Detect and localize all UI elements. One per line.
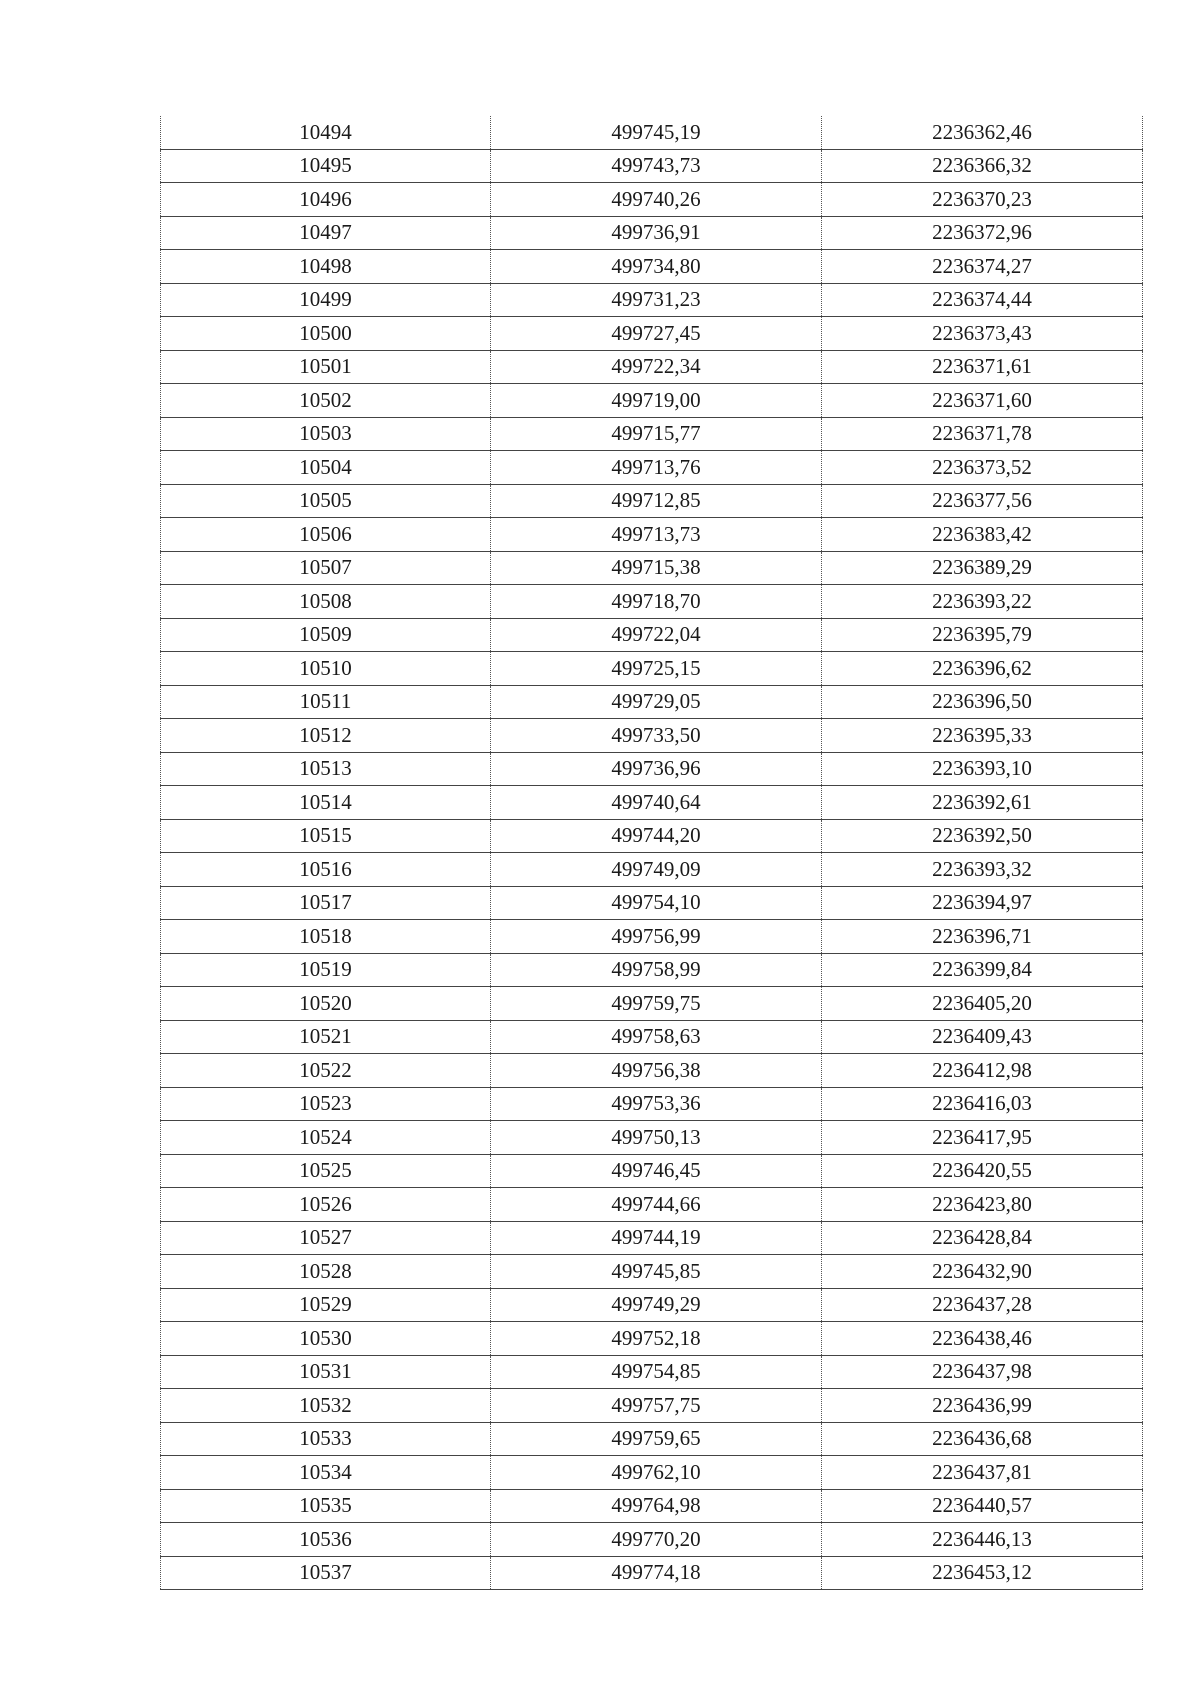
y-coordinate-cell: 2236371,61 [822, 350, 1143, 384]
y-coordinate-cell: 2236371,60 [822, 384, 1143, 418]
table-row [161, 719, 1143, 753]
table-row [161, 685, 1143, 719]
point-number-cell: 10528 [161, 1255, 491, 1289]
table-row [161, 786, 1143, 820]
point-number-cell: 10530 [161, 1322, 491, 1356]
y-coordinate-cell: 2236389,29 [822, 551, 1143, 585]
x-coordinate-cell: 499731,23 [491, 283, 822, 317]
y-coordinate-cell: 2236370,23 [822, 183, 1143, 217]
x-coordinate-cell: 499744,20 [491, 819, 822, 853]
x-coordinate-cell: 499715,77 [491, 417, 822, 451]
x-coordinate-cell: 499756,99 [491, 920, 822, 954]
table-row [161, 1255, 1143, 1289]
point-number-cell: 10537 [161, 1556, 491, 1590]
x-coordinate-cell: 499713,73 [491, 518, 822, 552]
table-row [161, 1020, 1143, 1054]
y-coordinate-cell: 2236392,50 [822, 819, 1143, 853]
y-coordinate-cell: 2236373,52 [822, 451, 1143, 485]
point-number-cell: 10503 [161, 417, 491, 451]
y-coordinate-cell: 2236436,99 [822, 1389, 1143, 1423]
table-row [161, 1188, 1143, 1222]
table-row [161, 585, 1143, 619]
x-coordinate-cell: 499774,18 [491, 1556, 822, 1590]
point-number-cell: 10509 [161, 618, 491, 652]
y-coordinate-cell: 2236436,68 [822, 1422, 1143, 1456]
table-row [161, 116, 1143, 149]
y-coordinate-cell: 2236373,43 [822, 317, 1143, 351]
table-row [161, 1322, 1143, 1356]
x-coordinate-cell: 499770,20 [491, 1523, 822, 1557]
y-coordinate-cell: 2236409,43 [822, 1020, 1143, 1054]
y-coordinate-cell: 2236395,79 [822, 618, 1143, 652]
point-number-cell: 10513 [161, 752, 491, 786]
x-coordinate-cell: 499752,18 [491, 1322, 822, 1356]
y-coordinate-cell: 2236438,46 [822, 1322, 1143, 1356]
point-number-cell: 10516 [161, 853, 491, 887]
table-row [161, 1288, 1143, 1322]
point-number-cell: 10495 [161, 149, 491, 183]
table-row [161, 551, 1143, 585]
y-coordinate-cell: 2236394,97 [822, 886, 1143, 920]
y-coordinate-cell: 2236440,57 [822, 1489, 1143, 1523]
point-number-cell: 10531 [161, 1355, 491, 1389]
x-coordinate-cell: 499754,85 [491, 1355, 822, 1389]
table-row [161, 1087, 1143, 1121]
point-number-cell: 10527 [161, 1221, 491, 1255]
x-coordinate-cell: 499734,80 [491, 250, 822, 284]
point-number-cell: 10518 [161, 920, 491, 954]
table-row [161, 853, 1143, 887]
y-coordinate-cell: 2236437,98 [822, 1355, 1143, 1389]
y-coordinate-cell: 2236396,62 [822, 652, 1143, 686]
table-row [161, 1422, 1143, 1456]
table-row [161, 987, 1143, 1021]
table-row [161, 216, 1143, 250]
table-row [161, 484, 1143, 518]
point-number-cell: 10512 [161, 719, 491, 753]
point-number-cell: 10520 [161, 987, 491, 1021]
point-number-cell: 10499 [161, 283, 491, 317]
table-row [161, 953, 1143, 987]
point-number-cell: 10526 [161, 1188, 491, 1222]
y-coordinate-cell: 2236374,44 [822, 283, 1143, 317]
point-number-cell: 10501 [161, 350, 491, 384]
y-coordinate-cell: 2236383,42 [822, 518, 1143, 552]
table-row [161, 283, 1143, 317]
table-row [161, 518, 1143, 552]
y-coordinate-cell: 2236453,12 [822, 1556, 1143, 1590]
x-coordinate-cell: 499718,70 [491, 585, 822, 619]
point-number-cell: 10529 [161, 1288, 491, 1322]
table-row [161, 1121, 1143, 1155]
table-row [161, 350, 1143, 384]
y-coordinate-cell: 2236417,95 [822, 1121, 1143, 1155]
point-number-cell: 10505 [161, 484, 491, 518]
table-row [161, 384, 1143, 418]
table-row [161, 819, 1143, 853]
point-number-cell: 10517 [161, 886, 491, 920]
table-row [161, 250, 1143, 284]
table-row [161, 1221, 1143, 1255]
x-coordinate-cell: 499746,45 [491, 1154, 822, 1188]
point-number-cell: 10523 [161, 1087, 491, 1121]
y-coordinate-cell: 2236437,81 [822, 1456, 1143, 1490]
point-number-cell: 10500 [161, 317, 491, 351]
point-number-cell: 10521 [161, 1020, 491, 1054]
y-coordinate-cell: 2236412,98 [822, 1054, 1143, 1088]
point-number-cell: 10533 [161, 1422, 491, 1456]
y-coordinate-cell: 2236362,46 [822, 116, 1143, 149]
y-coordinate-cell: 2236432,90 [822, 1255, 1143, 1289]
x-coordinate-cell: 499727,45 [491, 317, 822, 351]
table-row [161, 652, 1143, 686]
table-row [161, 1456, 1143, 1490]
point-number-cell: 10494 [161, 116, 491, 149]
x-coordinate-cell: 499736,91 [491, 216, 822, 250]
table-row [161, 1389, 1143, 1423]
x-coordinate-cell: 499754,10 [491, 886, 822, 920]
x-coordinate-cell: 499762,10 [491, 1456, 822, 1490]
x-coordinate-cell: 499764,98 [491, 1489, 822, 1523]
table-row [161, 886, 1143, 920]
table-row [161, 920, 1143, 954]
point-number-cell: 10502 [161, 384, 491, 418]
y-coordinate-cell: 2236392,61 [822, 786, 1143, 820]
coordinates-table [160, 116, 1143, 1590]
y-coordinate-cell: 2236377,56 [822, 484, 1143, 518]
x-coordinate-cell: 499712,85 [491, 484, 822, 518]
table-row [161, 618, 1143, 652]
point-number-cell: 10532 [161, 1389, 491, 1423]
x-coordinate-cell: 499729,05 [491, 685, 822, 719]
x-coordinate-cell: 499750,13 [491, 1121, 822, 1155]
point-number-cell: 10508 [161, 585, 491, 619]
x-coordinate-cell: 499733,50 [491, 719, 822, 753]
y-coordinate-cell: 2236393,10 [822, 752, 1143, 786]
y-coordinate-cell: 2236420,55 [822, 1154, 1143, 1188]
table-row [161, 1154, 1143, 1188]
point-number-cell: 10496 [161, 183, 491, 217]
y-coordinate-cell: 2236396,71 [822, 920, 1143, 954]
point-number-cell: 10507 [161, 551, 491, 585]
y-coordinate-cell: 2236423,80 [822, 1188, 1143, 1222]
x-coordinate-cell: 499736,96 [491, 752, 822, 786]
point-number-cell: 10519 [161, 953, 491, 987]
coordinates-table-body [161, 116, 1143, 1590]
point-number-cell: 10525 [161, 1154, 491, 1188]
x-coordinate-cell: 499759,65 [491, 1422, 822, 1456]
point-number-cell: 10511 [161, 685, 491, 719]
y-coordinate-cell: 2236393,22 [822, 585, 1143, 619]
y-coordinate-cell: 2236372,96 [822, 216, 1143, 250]
point-number-cell: 10534 [161, 1456, 491, 1490]
point-number-cell: 10514 [161, 786, 491, 820]
table-row [161, 183, 1143, 217]
x-coordinate-cell: 499713,76 [491, 451, 822, 485]
y-coordinate-cell: 2236366,32 [822, 149, 1143, 183]
y-coordinate-cell: 2236399,84 [822, 953, 1143, 987]
x-coordinate-cell: 499758,99 [491, 953, 822, 987]
y-coordinate-cell: 2236428,84 [822, 1221, 1143, 1255]
point-number-cell: 10535 [161, 1489, 491, 1523]
x-coordinate-cell: 499749,29 [491, 1288, 822, 1322]
table-row [161, 1355, 1143, 1389]
x-coordinate-cell: 499749,09 [491, 853, 822, 887]
y-coordinate-cell: 2236446,13 [822, 1523, 1143, 1557]
point-number-cell: 10510 [161, 652, 491, 686]
y-coordinate-cell: 2236395,33 [822, 719, 1143, 753]
y-coordinate-cell: 2236396,50 [822, 685, 1143, 719]
y-coordinate-cell: 2236393,32 [822, 853, 1143, 887]
table-row [161, 1489, 1143, 1523]
table-row [161, 1556, 1143, 1590]
point-number-cell: 10498 [161, 250, 491, 284]
x-coordinate-cell: 499740,26 [491, 183, 822, 217]
table-row [161, 1054, 1143, 1088]
x-coordinate-cell: 499725,15 [491, 652, 822, 686]
x-coordinate-cell: 499743,73 [491, 149, 822, 183]
x-coordinate-cell: 499759,75 [491, 987, 822, 1021]
table-row [161, 317, 1143, 351]
table-row [161, 752, 1143, 786]
point-number-cell: 10515 [161, 819, 491, 853]
x-coordinate-cell: 499722,04 [491, 618, 822, 652]
table-row [161, 417, 1143, 451]
table-row [161, 451, 1143, 485]
point-number-cell: 10504 [161, 451, 491, 485]
x-coordinate-cell: 499740,64 [491, 786, 822, 820]
point-number-cell: 10522 [161, 1054, 491, 1088]
point-number-cell: 10524 [161, 1121, 491, 1155]
x-coordinate-cell: 499757,75 [491, 1389, 822, 1423]
x-coordinate-cell: 499719,00 [491, 384, 822, 418]
x-coordinate-cell: 499756,38 [491, 1054, 822, 1088]
point-number-cell: 10536 [161, 1523, 491, 1557]
y-coordinate-cell: 2236374,27 [822, 250, 1143, 284]
x-coordinate-cell: 499753,36 [491, 1087, 822, 1121]
table-row [161, 149, 1143, 183]
x-coordinate-cell: 499744,66 [491, 1188, 822, 1222]
x-coordinate-cell: 499758,63 [491, 1020, 822, 1054]
y-coordinate-cell: 2236416,03 [822, 1087, 1143, 1121]
point-number-cell: 10506 [161, 518, 491, 552]
table-row [161, 1523, 1143, 1557]
point-number-cell: 10497 [161, 216, 491, 250]
y-coordinate-cell: 2236371,78 [822, 417, 1143, 451]
x-coordinate-cell: 499715,38 [491, 551, 822, 585]
x-coordinate-cell: 499745,85 [491, 1255, 822, 1289]
x-coordinate-cell: 499722,34 [491, 350, 822, 384]
y-coordinate-cell: 2236405,20 [822, 987, 1143, 1021]
x-coordinate-cell: 499745,19 [491, 116, 822, 149]
y-coordinate-cell: 2236437,28 [822, 1288, 1143, 1322]
x-coordinate-cell: 499744,19 [491, 1221, 822, 1255]
